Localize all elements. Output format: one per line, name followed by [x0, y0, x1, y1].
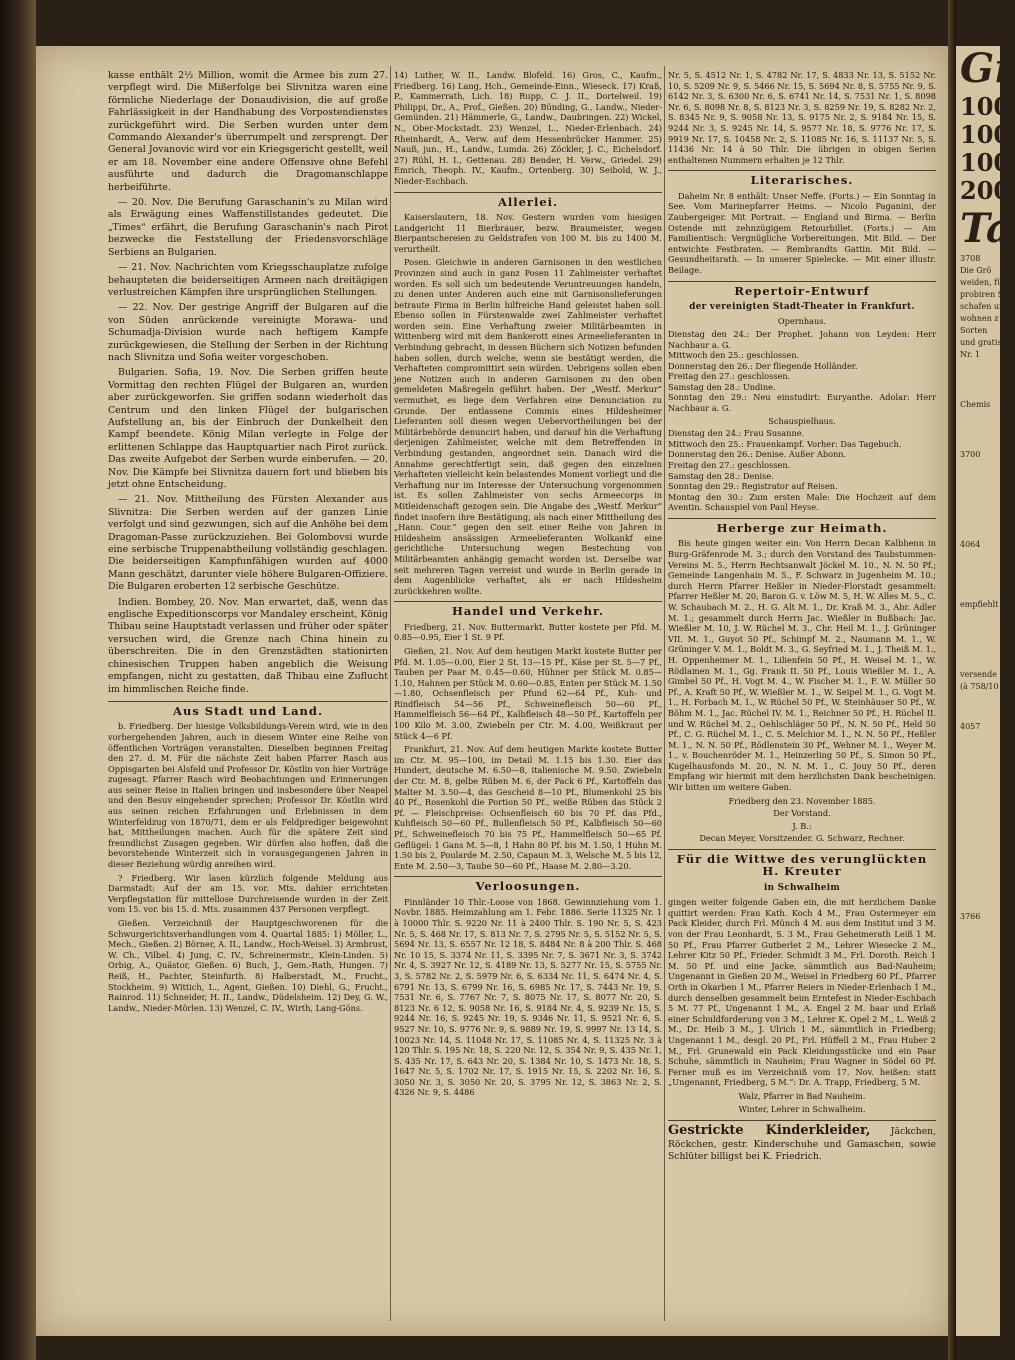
news-paragraph: Finnländer 10 Thlr.-Loose von 1868. Gewinnziehung vom 1. Novbr. 1885. Heimzahlung am 1. Febr. 1886. Serie 11325 Nr. 1 à 10000 Thlr. S. 9220 Nr. 11 à 2400 Thlr. S. 190 Nr. 5, S. 423 Nr. 5, S. 468 Nr. 17, S. 813 Nr. 7, S. 2795 Nr. 5, S. 5152 Nr. 5, S. 5694 Nr. 13, S. 6557 Nr. 12 18, S. 8484 Nr. 8 à 200 Thlr. S. 468 Nr. 10 15, S. 3374 Nr. 11, S. 3395 Nr. 7, S. 3671 Nr. 3, S. 3742 Nr. 4, S. 3927 Nr. 12, S. 4189 Nr. 13, S. 5277 Nr. 15, S. 5755 Nr. 3, S. 5782 Nr. 2, S. 5979 Nr. 6, S. 6334 Nr. 11, S. 6474 Nr. 4, S. 6791 Nr. 13, S. 6799 Nr. 16, S. 6985 Nr. 17, S. 7443 Nr. 19, S. 7531 Nr. 6, S. 7767 Nr. 7, S. 8075 Nr. 17, S. 8077 Nr. 20, S. 8123 Nr. 6 12, S. 9058 Nr. 16, S. 9184 Nr. 4, S. 9239 Nr. 15, S. 9244 Nr. 16, S. 9245 Nr. 19, S. 9346 Nr. 11, S. 9521 Nr. 6, S. 9527 Nr. 10, S. 9776 Nr. 9, S. 9889 Nr. 19, S. 9997 Nr. 13 14, S. 10023 Nr. 14, S. 11048 Nr. 17, S. 11085 Nr. 4, S. 11325 Nr. 3 à 120 Thlr. S. 195 Nr. 18, S. 220 Nr. 12, S. 354 Nr. 9, S. 435 Nr. 1, S. 435 Nr. 17, S. 643 Nr. 20, S. 1384 Nr. 10, S. 1473 Nr. 18, S. 1647 Nr. 5, S. 1702 Nr. 17, S. 1915 Nr. 15, S. 2202 Nr. 16, S. 3050 Nr. 3, S. 3050 Nr. 20, S. 3795 Nr. 12, S. 3863 Nr. 2, S. 4326 Nr. 9, S. 4486 — [394, 896, 662, 1098]
section-heading: Aus Stadt und Land. — [108, 701, 388, 717]
signature-line: Winter, Lehrer in Schwalheim. — [738, 1103, 866, 1114]
section-heading: Literarisches. — [668, 170, 936, 186]
fragment-text: Sorten — [960, 326, 988, 335]
section-heading: Für die Wittwe des verunglückten H. Kreuter — [668, 849, 936, 878]
ad-text: Jäckchen, Röckchen, gestr. Kinderschuhe und Gamaschen, sowie Schlüter billigst bei K. Friedrich. — [668, 1126, 936, 1162]
adjacent-page-fragment — [956, 45, 1015, 1336]
fragment-text: 3708 — [960, 254, 981, 263]
fragment-text: (à 758/10 1 — [960, 682, 1007, 691]
fragment-text: 3766 — [960, 912, 981, 921]
schedule-line: Donnerstag den 26.: Der fliegende Holländer. — [668, 360, 858, 371]
fragment-text: probiren Sor — [960, 290, 1012, 299]
column-3 — [668, 70, 936, 1320]
section-subheading: der vereinigten Stadt-Theater in Frankfurt. — [689, 301, 915, 312]
fragment-text: Ta — [960, 205, 1012, 252]
news-paragraph: b. Friedberg. Der hiesige Volksbildungs-Verein wird, wie in den vorhergehenden Jahren, auch in diesem Winter eine Reihe von öffentlichen Vorträgen veranstalten. Dieselben beginnen Freitag den 27. d. M. Für die nächste Zeit haben Pfarrer Rasch aus Oppisgarten bei Alsfeld und Professor Dr. Köstlin von hier Vorträge zugesagt. Pfarrer Rasch wird Beobachtungen und Erinnerungen aus seiner Reise in Italien bringen und insbesondere über Neapel und den Besuv eingehender sprechen; Professor Dr. Köstlin wird aus seinen reichen Erfahrungen und Erlebnissen in dem Winterfeldzug von 1870/71, dem er als Feldprediger beigewohnt hat, Mittheilungen machen. Auch für die spätere Zeit sind freundlichst Zusagen gegeben. Wir dürfen also hoffen, daß die bevorstehende Winterzeit sich in vorausgegangenen Jahren in dieser Beziehung würdig anreihen wird. — [108, 721, 388, 870]
news-paragraph: Friedberg, 21. Nov. Buttermarkt. Butter kostete per Pfd. M. 0.85—0.95, Eier 1 St. 9 Pf. — [394, 621, 662, 643]
news-paragraph: kasse enthält 2½ Million, womit die Armee bis zum 27. verpflegt wird. Die Mißerfolge bei Slivnitza waren eine förmliche Niederlage der Donaudivision, die auf große Fahrlässigkeit in der Handhabung des Vorpostendienstes zurückgeführt wird. Die Serben wurden unter dem Commando Alexander's überrumpelt und zersprengt. Der General Jovanovic wird vor ein Kriegsgericht gestellt, weil er am 18. November eine andere Offensive ohne Befehl ausführte und dadurch die Dragomanschlappe herbeiführte. — [108, 70, 388, 193]
schedule-line: Dienstag den 24.: Frau Susanne. — [668, 428, 805, 439]
fragment-text: 100 — [960, 92, 1011, 121]
fragment-text: schafen um — [960, 302, 1007, 311]
fragment-text: 3700 — [960, 450, 981, 459]
news-paragraph: — 20. Nov. Die Berufung Garaschanin's zu Milan wird als Erwägung eines Waffenstillstandes gedeutet. Die „Times“ erfährt, die Berufung Garaschanin's nach Pirot bezwecke die Feststellung der Friedensvorschläge Serbiens an Bulgarien. — [108, 197, 388, 258]
news-paragraph: — 21. Nov. Nachrichten vom Kriegsschauplatze zufolge behaupteten die beiderseitigen Armeen nach dreitägigen verlustreichen Kämpfen ihre ursprünglichen Stellungen. — [108, 262, 388, 298]
news-paragraph: Bulgarien. Sofia, 19. Nov. Die Serben griffen heute Vormittag den rechten Flügel der Bulgaren an, wurden aber zurückgeworfen. Sie griffen sodann wiederholt das Centrum und den linken Flügel der bulgarischen Aufstellung an, bis der Einbruch der Dunkelheit den Kampf beendete. König Milan verlegte in Folge der erlittenen Schlappe das Hauptquartier nach Pirot zurück. Das zweite Aufgebot der Serben wurde einberufen. — 20. Nov. Die Kämpfe bei Slivnitza dauern fort und blieben bis jetzt ohne Entscheidung. — [108, 367, 388, 490]
fragment-text: 4064 — [960, 540, 981, 549]
news-paragraph: Nr. 5, S. 4512 Nr. 1, S. 4782 Nr. 17, S. 4833 Nr. 13, S. 5152 Nr. 10, S. 5209 Nr. 9, S. 5466 Nr. 15, S. 5694 Nr. 8, S. 5755 Nr. 9, S. 6142 Nr. 3, S. 6300 Nr. 6, S. 6741 Nr. 14, S. 7531 Nr. 1, S. 8098 Nr. 6, S. 8098 Nr. 8, S. 8123 Nr. 3, S. 8259 Nr. 19, S. 8282 Nr. 2, S. 8345 Nr. 9, S. 9058 Nr. 13, S. 9175 Nr. 2, S. 9184 Nr. 15, S. 9244 Nr. 3, S. 9245 Nr. 14, S. 9577 Nr. 18, S. 9776 Nr. 17, S. 9919 Nr. 17, S. 10458 Nr. 2, S. 11085 Nr. 16, S. 11137 Nr. 5, S. 11436 Nr. 14 à 50 Thlr. Die übrigen in obigen Serien enthaltenen Nummern erhalten je 12 Thlr. — [668, 70, 936, 165]
fragment-text: Gr — [960, 45, 1015, 92]
section-heading: Verloosungen. — [394, 876, 662, 892]
book-binding-edge — [0, 0, 36, 1360]
ad-headline: Gestrickte Kinderkleider, — [668, 1123, 871, 1139]
fragment-text: 100 — [960, 120, 1011, 149]
schedule-line: Donnerstag den 26.: Denise. Außer Abonn. — [668, 449, 847, 460]
venue-heading: Schauspielhaus. — [768, 415, 836, 426]
news-paragraph: Gießen, 21. Nov. Auf dem heutigen Markt kostete Butter per Pfd. M. 1.05—0.00, Eier 2 St. 13—15 Pf., Käse per St. 5—7 Pf., Tauben per Paar M. 0.45—0.60, Hühner per Stück M. 0.85—1.10, Hahnen per Stück M. 0.60—0.85, Enten per Stück M. 1.50—1.80, Ochsenfleisch per Pfund 62—64 Pf., Kuh- und Rindfleisch 54—56 Pf., Schweinefleisch 50—60 Pf., Hammelfleisch 56—64 Pf., Kalbfleisch 48—50 Pf., Kartoffeln per 100 Kilo M. 3.00, Zwiebeln per Ctr. M. 4.00, Weißkraut per Stück 4—6 Pf. — [394, 645, 662, 741]
signature-line: Decan Meyer, Vorsitzender. G. Schwarz, Rechner. — [699, 833, 905, 844]
signature-line: J. B.: — [792, 820, 812, 831]
fragment-text: 200 — [960, 176, 1011, 205]
signature-line: Der Vorstand. — [773, 808, 831, 819]
news-paragraph: Daheim Nr. 8 enthält: Unser Neffe. (Forts.) — Ein Sonntag in See. Vom Marinepfarrer Heims. — Nicolo Paganini, der Zaubergeiger. Mit Portrait. — England und Birma. — Berlin Ostende mit zehnzügigem Retourbillet. (Forts.) — Am Familientisch: Vergnügliche Vorbereitungen. Mit Bild. — Der entwichte Festbraten. — Rembrandts Gattin. Mit Bild. — Gesundheitsrath. — In unserer Spielecke. — Mit einer illustr. Beilage. — [668, 190, 936, 275]
news-paragraph: Kaiserslautern, 18. Nov. Gestern wurden vom hiesigen Landgericht 11 Bierbrauer, bezw. Braumeister, wegen Bierpantschereien zu Geldstrafen von 100 M. bis zu 1400 M. verurtheilt. — [394, 211, 662, 254]
schedule-line: Mittwoch den 25.: Frauenkampf. Vorher: Das Tagebuch. — [668, 438, 902, 449]
fragment-text: 4057 — [960, 722, 981, 731]
schedule-line: Mittwoch den 25.: geschlossen. — [668, 350, 800, 361]
fragment-text: Nr. 1 — [960, 350, 981, 359]
news-paragraph: Gießen. Verzeichniß der Hauptgeschworenen für die Schwurgerichtsverhandlungen vom 4. Quartal 1885: 1) Möller, L., Mech., Gießen. 2) Börner, A. II., Landw., Hoch-Weisel. 3) Armbrust, W. Ch., Vilbel. 4) Jung, C. IV., Schreinermstr., Klein-Linden. 5) Orbig, A., Quästor, Gießen. 6) Buch, J., Gem.-Rath, Hungen. 7) Reiß, H., Pachter, Steinfurth. 8) Halberstadt, M., Frucht., Stockheim. 9) Wittich, L., Agent, Gießen. 10) Diehl, G., Frucht., Rainrod. 11) Schneider, H. II., Landw., Düdelsheim. 12) Dey, G. W., Landw., Nieder-Mörlen. 13) Wenzel, C. IV., Wirth, Lang-Göns. — [108, 918, 388, 1013]
advertisement — [668, 1120, 936, 1163]
fragment-text: wohnen z — [960, 314, 999, 323]
schedule-line: Montag den 30.: Zum ersten Male: Die Hochzeit auf dem Aventin. Schauspiel von Paul Heyse. — [668, 491, 936, 513]
signature-line: Walz, Pfarrer in Bad Nauheim. — [738, 1090, 866, 1101]
venue-heading: Opernhaus. — [777, 316, 827, 327]
schedule-line: Freitag den 27.: geschlossen. — [668, 460, 791, 471]
schedule-line: Samstag den 28.: Denise. — [668, 470, 774, 481]
schedule-line: Sonntag den 29.: Registrator auf Reisen. — [668, 481, 838, 492]
news-paragraph: Frankfurt, 21. Nov. Auf dem heutigen Markte kostete Butter im Ctr. M. 95—100, im Detail M. 1.15 bis 1.30. Eier das Hundert, deutsche M. 6.50—8, italienische M. 9.50. Zwiebeln der Ctr. M. 8, gelbe Rüben M. 6, der Pack 6 Pf., Kartoffeln das Malter M. 3.50—4, das Gescheid 8—10 Pf., Blumenkohl 25 bis 40 Pf., Rosenkohl die Portion 50 Pf., weiße Rüben das Stück 2 Pf. — Fleischpreise: Ochsenfleisch 60 bis 70 Pf. das Pfd., Kuhfleisch 50—60 Pf., Bullenfleisch 50 Pf., Kalbfleisch 50—60 Pf., Schweinefleisch 70 bis 75 Pf., Hammelfleisch 50—65 Pf. Geflügel: 1 Gans M. 5—8, 1 Hahn 80 Pf. bis M. 1.50, 1 Huhn M. 1.50 bis 2, Poularde M. 2.50, Capaun M. 3, Welsche M. 5 bis 12, Ente M. 2.50—3, Taube 50—60 Pf., Haase M. 2.80—3.20. — [394, 744, 662, 871]
news-paragraph: gingen weiter folgende Gaben ein, die mit herzlichem Danke quittirt werden: Frau Kath. Koch 4 M., Frau Ostermeyer ein Pack Kleider, durch Frl. Münch 4 M. aus dem Institut und 3 M. von der Frau Leonhardt, S. 3 M., Frau Geheimerath Leiß 1 M. 50 Pf., Frau Pfarrer Gutberlet 2 M., Lehrer Wiesecke 2 M., Lehrer Kitz 50 Pf., Frieder. Schmidt 3 M., Frl. Doroth. Reich 1 M. 50 Pf. und eine Jacke, sämmtlich aus Bad-Nauheim; Ungenannt in Gießen 20 M., Weisel in Friedberg 60 Pf., Pfarrer Orth in Okarben 1 M., Pfarrer Reiers in Nieder-Erlenbach 1 M., durch denselben gesammelt beim Erntefest in Nieder-Eschbach 5 M. 77 Pf., Ungenannt 1 M., A. Engel 2 M. baar und Erlaß einer Schuldforderung von 3 M., Lehrer K. Opel 2 M., L. Weiß 2 M., Dr. Heib 3 M., J. Ulrich 1 M., sämmtlich in Friedberg; Ungenannt 1 M., desgl. 20 Pf., Frl. Hüffell 2 M., Frau Huber 2 M., Frl. Grunewald ein Pack Kleidungsstücke und ein Paar Schuhe, sämmtlich in Nauheim; Frau Wagner in Södel 60 Pf. Ferner muß es im Verzeichniß vom 17. Nov. heißen: statt „Ungenannt, Friedberg, 5 M.“: Dr. A. Trapp, Friedberg, 5 M. — [668, 897, 936, 1088]
page-gutter — [948, 0, 956, 1360]
schedule-line: Samstag den 28.: Undine. — [668, 381, 776, 392]
news-paragraph: Posen. Gleichwie in anderen Garnisonen in den westlichen Provinzen sind auch in ganz Posen 11 Zahlmeister verhaftet worden. Es soll sich um bedeutende Veruntreuungen handeln, zu denen unter Anderen auch eine mit Garnisonslieferungen betraute Firma in Berlin hilfreiche Hand geleistet haben soll. Ebenso sollen in Fürstenwalde zwei Zahlmeister verhaftet worden sein. Eine Verhaftung zweier Militärbeamten in Wittenberg wird mit dem Bankerott eines Armeelieferanten in Verbindung gebracht, in dessen Büchern sich Notizen befunden haben sollen, durch welche, wenn sie bestätigt werden, die Verhafteten compromittirt sein würden. Uebrigens sollen eben jene Notizen auch in anderen Garnisonen zu den oben gemeldeten Maßregeln geführt haben. Der „Westf. Merkur“ vermuthet, es liege dem Verfahren eine Denunciation zu Grunde. Der entlassene Commis eines Hildesheimer Lieferanten soll diesen wegen Uebervortheilungen bei der Militärbehörde denuncirt haben, und darauf hin die Verhaftung derjenigen Zahlmeister, welche mit dem Betreffenden in Verbindung gestanden, angeordnet sein. Danach wird die Annahme gerechtfertigt sein, daß gegen den einzelnen Verhafteten vielleicht kein belastendes Moment vorliegt und die Verhaftung nur im Interesse der Untersuchung vorgenommen ist. Es sollen Zahlmeister von sechs Armeecorps in Mitleidenschaft gezogen sein. Die Angabe des „Westf. Merkur“ findet insofern ihre Bestätigung, als nach einer Mittheilung des „Hann. Cour.“ gegen den seit einer Reihe von Jahren in Hildesheim ansässigen Armeelieferanten Wolkankf eine gerichtliche Untersuchung wegen Bestechung von Militärbeamten anhängig gemacht worden ist. Derselbe war seit mehreren Tagen verreist und wurde in Berlin gerade in dem Augenblicke verhaftet, als er nach Hildesheim zurückkehren wollte. — [394, 257, 662, 596]
section-subheading: in Schwalheim — [763, 882, 841, 893]
fragment-text: 100 — [960, 148, 1011, 177]
fragment-text: Chemis — [960, 400, 991, 409]
section-heading: Repertoir-Entwurf — [668, 281, 936, 297]
news-paragraph: ? Friedberg. Wir lasen kürzlich folgende Meldung aus Darmstadt: Auf der am 15. vor. Mts. dahier errichteten Verpflegstation für mittellose Durchreisende wurden in der Zeit vom 15. vor. bis 15. d. Mts. zusammen 437 Personen verpflegt. — [108, 872, 388, 915]
fragment-text: Die Grö — [960, 266, 992, 275]
schedule-line: Sonntag den 29.: Neu einstudirt: Euryanthe. Adolar: Herr Nachbaur a. G. — [668, 392, 936, 414]
news-paragraph: Indien. Bombey, 20. Nov. Man erwartet, daß, wenn das englische Expeditionscorps vor Mandaley erscheint, König Thibau seine Hauptstadt verlassen und früher oder später versuchen wird, die Grenze nach China hinein zu überschreiten. Die in den Grenzstädten stationirten chinesischen Truppen haben angeblich die Weisung empfangen, nicht zu gestatten, daß Thibau eine Zuflucht im himmlischen Reiche finde. — [108, 596, 388, 695]
news-paragraph: Bis heute gingen weiter ein: Von Herrn Decan Kalbhenn in Burg-Gräfenrode M. 3.; durch den Vorstand des Taubstummen-Vereins M. 5., Herrn Rechtsanwalt Jöckel M. 10., N. N. 50 Pf.; Gemeinde Langenhain M. 5., F. Schwarz in Jugenheim M. 10.; durch Herrn Pfarrer Heßler in Nieder-Florstadt gesammelt: Pfarrer Heßler M. 20, Baron G. v. Löw M. 5, H. W. Alles M. 5., C. W. Schaubach M. 2., H. G. Alt M. 1., Dr. Kraß M. 3., Abr. Adler M. 1.; gesammelt durch Herrn Jac. Wießler in Bußbach: Jac. Wießler M. 10, J. W. Rüchel M. 3., Chr. Heil M. 1., J. Grüninger VII. M. 1., Guyot 50 Pf., Schimpf M. 2., Naumann M. 1., W. Grüninger V. M. 1., Boldt M. 3., G. Seyfried M. 1., J. Theiß M. 1., H. Oppenheimer M. 1., Lilienfein 50 Pf., H. Weisel M. 1., W. Rödlamen M. 1., Gg. Frank II. 50 Pf., Louis Wießler M. 1., A. Gimbel 50 Pf., H. Vogt M. 4., W. Fischer M. 1., F. W. Müller 50 Pf., A. Kraft 50 Pf., W. Wießler M. 1., W. Seipel M. 1., G. Vogt M. 1., H. Forbach M. 1., W. Rüchel 50 Pf., W. Steinhäuser 50 Pf., W. Böhm M. 1., Jac. Rüchel IV. M. 1., Reichner 50 Pf., H. Rüchel II. und W. Rüchel M. 2., Oehlschläger 50 Pf., N. N. 50 Pf., Held 50 Pf., C. G. Rüchel M. 1., C. S. Melchior M. 1., N. N. 50 Pf., Heßler M. 1., N. N. 50 Pf., Rödlenstein 30 Pf., Wehner M. 1., Weyer M. 1., v. Bouchenröder M. 1., Heinzerling 50 Pf., S. Simon 50 Pf., Kugelhausfonds M. 20., N. N. M. 1., C. Jouy 50 Pf., deren Empfang wir hiermit mit dem herzlichsten Dank bescheinigen. Wir bitten um weitere Gaben. — [668, 538, 936, 793]
column-rule — [390, 66, 391, 1321]
column-2 — [394, 70, 662, 1320]
news-paragraph: — 21. Nov. Mittheilung des Fürsten Alexander aus Slivnitza: Die Serben werden auf der ganzen Linie verfolgt und sind gezwungen, sich auf die Anhöhe bei dem Dragoman-Passe zurückzuziehen. Bei Golombovsi wurde eine serbische Truppenabtheilung vollständig geschlagen. Die beiderseitigen Kampfunfähigen wurden auf 4000 Mann geschätzt, darunter viele höhere Bulgaren-Offiziere. Die Bulgaren eroberten 12 serbische Geschütze. — [108, 494, 388, 593]
section-heading: Allerlei. — [394, 192, 662, 208]
section-heading: Handel und Verkehr. — [394, 601, 662, 617]
schedule-line: Freitag den 27.: geschlossen. — [668, 371, 791, 382]
news-paragraph: 14) Luther, W. II., Landw. Blofeld. 16) Gros, C., Kaufm., Friedberg. 16) Lang, Hch., Gemeinde-Einn., Wieseck. 17) Kraß, P., Kammerrath, Lich. 18) Rupp, C. J. II., Dortelweil. 19) Philippi, Dr., A., Prof., Gießen. 20) Bünding, G., Landw., Nieder-Gemünden. 21) Hämmerle, G., Landw., Daubringen. 22) Wickel, N., Ober-Mockstadt. 23) Wenzel, L., Nieder-Erlenbach. 24) Rheinhardt, A., Verw. auf dem Hessenbrücker Hammer. 25) Nauß, jun., H., Landw., Lumda. 26) Zöckler, J. C., Eichelsdorf. 27) Rühl, H. I., Gettenau. 28) Bender, H. Verw., Griedel. 29) Emrich, Theoph. IV., Kaufm., Ortenberg. 30) Seibold, W. J., Nieder-Eschbach. — [394, 70, 662, 186]
column-rule — [664, 66, 665, 1321]
fragment-text: und gratis — [960, 338, 1002, 347]
fragment-text: weiden, für — [960, 278, 1007, 287]
fragment-text: versende Na — [960, 670, 1012, 679]
schedule-line: Dienstag den 24.: Der Prophet. Johann von Leyden: Herr Nachbaur a. G. — [668, 328, 936, 350]
date-line: Friedberg den 23. November 1885. — [728, 795, 876, 806]
fragment-text: empfiehlt b — [960, 600, 1007, 609]
column-1 — [108, 70, 388, 1320]
section-heading: Herberge zur Heimath. — [668, 518, 936, 534]
news-paragraph: — 22. Nov. Der gestrige Angriff der Bulgaren auf die von Süden anrückende vereinigte Morawa- und Schumadja-Division wurde nach heftigem Kampfe zurückgewiesen, die Stellung der Serben in der Richtung nach Slivnitza und Sofia weiter vorgeschoben. — [108, 302, 388, 363]
